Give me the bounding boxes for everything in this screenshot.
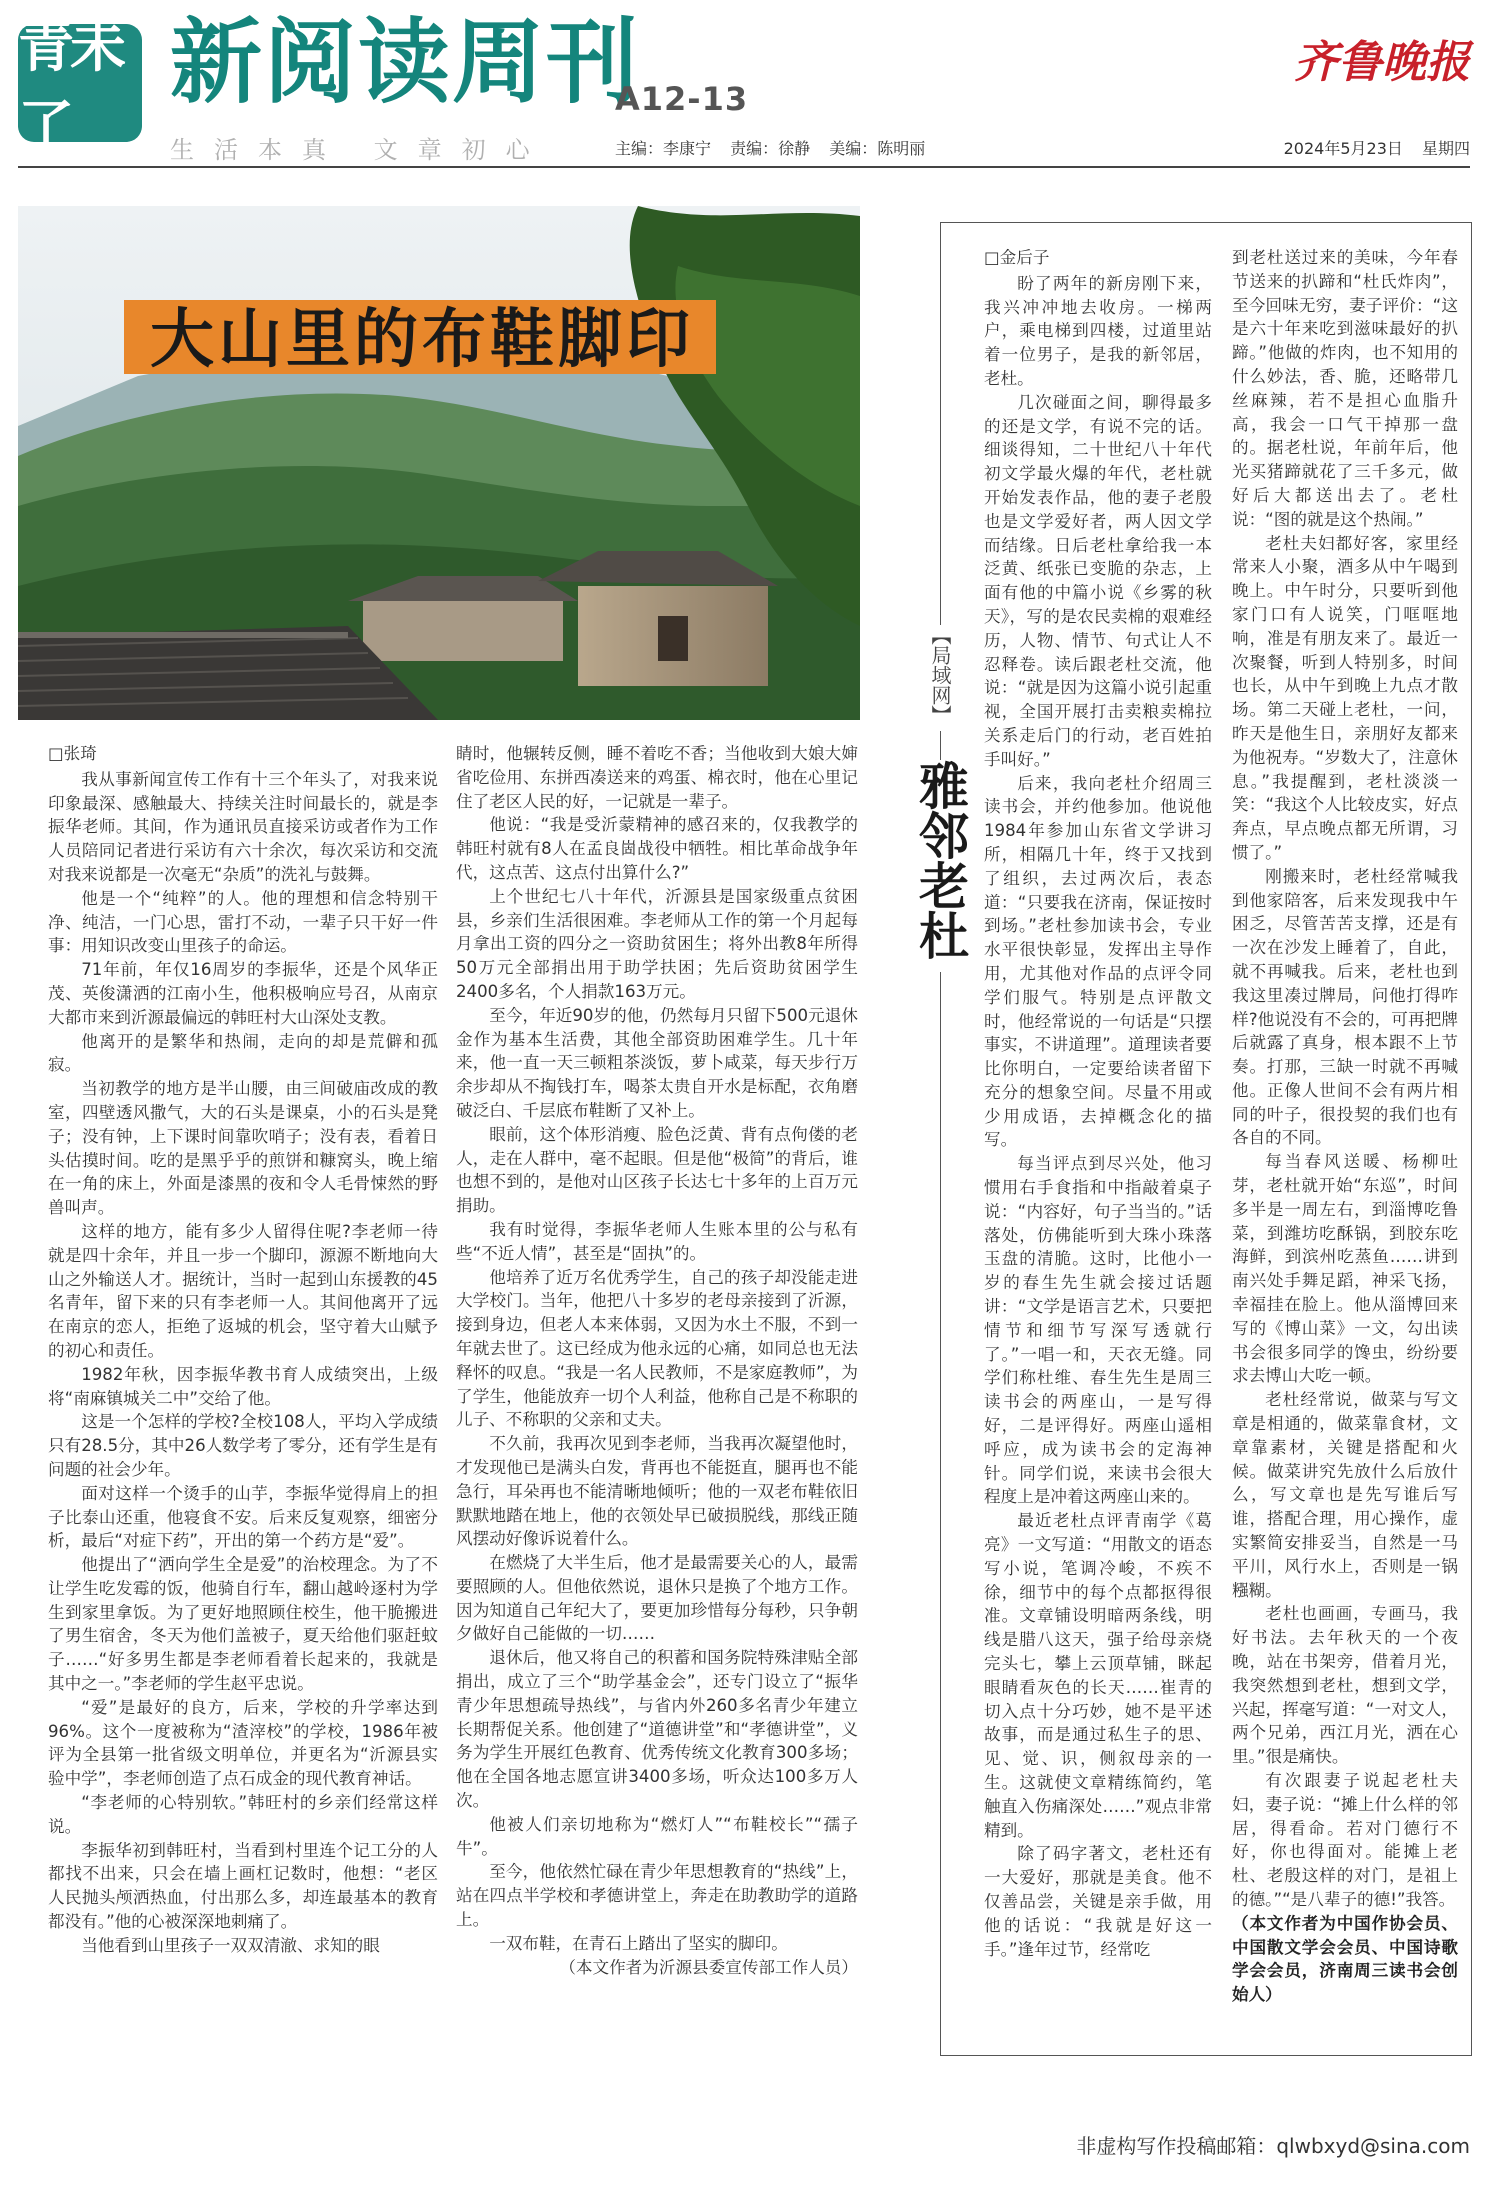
logo xyxy=(18,14,142,160)
logo-text: 青未了 xyxy=(18,14,122,160)
editor-credits xyxy=(615,136,939,159)
paragraph: 至今，他依然忙碌在青少年思想教育的“热线”上，站在四点半学校和孝德讲堂上，奔走在助教助学的道路上。 xyxy=(456,1862,858,1930)
article2-column-2 xyxy=(1232,246,1458,2007)
paragraph: “李老师的心特别软。”韩旺村的乡亲们经常这样说。 xyxy=(48,1793,438,1836)
paragraph: 睛时，他辗转反侧，睡不着吃不香；当他收到大娘大婶省吃俭用、东拼西凑送来的鸡蛋、棉衣时，他在心里记住了老区人民的好，一记就是一辈子。 xyxy=(456,744,858,811)
paragraph: 他被人们亲切地称为“燃灯人”“布鞋校长”“孺子牛”。 xyxy=(456,1814,858,1858)
date: 2024年5月23日 xyxy=(1283,139,1403,158)
paragraph: 刚搬来时，老杜经常喊我到他家陪客，后来发现我中午困乏，尽管苦苦支撑，还是有一次在沙发上睡着了，自此，就不再喊我。后来，老杜也到我这里凑过牌局，问他打得咋样?他说没有不会的，可再把牌后就露了真身，根本跟不上节奏。打那，三缺一时就不再喊他。正像人世间不会有两片相同的叶子，很投契的我们也有各自的不同。 xyxy=(1232,866,1458,1148)
column-tag-text: 【局域网】 xyxy=(928,625,952,725)
page-number: A12-13 xyxy=(615,80,749,118)
article2-author-note: （本文作者为中国作协会员、中国散文学会会员、中国诗歌学会会员，济南周三读书会创始人） xyxy=(1232,1913,1458,2005)
paragraph: 他说：“我是受沂蒙精神的感召来的，仅我教学的韩旺村就有8人在孟良崮战役中牺牲。相比革命战争年代，这点苦、这点付出算什么?” xyxy=(456,815,858,882)
paragraph: 1982年秋，因李振华教书育人成绩突出，上级将“南麻镇城关二中”交给了他。 xyxy=(48,1364,438,1408)
paragraph: 当初教学的地方是半山腰，由三间破庙改成的教室，四壁透风撒气，大的石头是课桌，小的石头是凳子；没有钟，上下课时间靠吹哨子；没有表，看着日头估摸时间。吃的是黑乎乎的煎饼和糠窝头，晚上缩在一角的床上，外面是漆黑的夜和令人毛骨悚然的野兽叫声。 xyxy=(48,1079,438,1218)
slogan: 生活本真 文章初心 xyxy=(170,136,550,164)
paragraph: 老杜经常说，做菜与写文章是相通的，做菜靠食材，文章靠素材，关键是搭配和火候。做菜讲究先放什么后放什么，写文章也是先写谁后写谁，搭配合理，用心操作，虚实繁简安排妥当，自然是一马平川，风行水上，否则是一锅糨糊。 xyxy=(1232,1390,1458,1600)
paragraph: 我从事新闻宣传工作有十三个年头了，对我来说印象最深、感触最大、持续关注时间最长的，就是李振华老师。其间，作为通讯员直接采访或者作为工作人员陪同记者进行采访有六十余次，每次采访和交流对我来说都是一次毫无“杂质”的洗礼与鼓舞。 xyxy=(48,769,438,884)
masthead-title: 新阅读周刊 xyxy=(170,8,641,116)
paragraph: 至今，年近90岁的他，仍然每月只留下500元退休金作为基本生活费，其他全部资助困难学生。几十年来，他一直一天三顿粗茶淡饭，萝卜咸菜，每天步行万余步却从不掏钱打车，喝茶太贵自开水是标配，衣角磨破泛白、千层底布鞋断了又补上。 xyxy=(456,1005,858,1120)
paragraph: 退休后，他又将自己的积蓄和国务院特殊津贴全部捐出，成立了三个“助学基金会”，还专门设立了“振华青少年思想疏导热线”，与省内外260多名青少年建立长期帮促关系。他创建了“道德讲堂”和“孝德讲堂”，义务为学生开展红色教育、优秀传统文化教育300多场；他在全国各地志愿宣讲3400多场，听众达100多万人次。 xyxy=(456,1648,858,1811)
duty-editor: 责编：徐静 xyxy=(730,139,811,158)
paragraph: 到老杜送过来的美味，今年春节送来的扒蹄和“杜氏炸肉”，至今回味无穷，妻子评价：“这是六十年来吃到滋味最好的扒蹄。”他做的炸肉，也不知用的什么妙法，香、脆，还略带几丝麻辣，若不是担心血脂升高，我会一口气干掉那一盘的。据老杜说，年前年后，他光买猪蹄就花了三千多元，做好后大都送出去了。老杜说：“图的就是这个热闹。” xyxy=(1232,248,1458,529)
paragraph: 盼了两年的新房刚下来，我兴冲冲地去收房。一梯两户，乘电梯到四楼，过道里站着一位男子，是我的新邻居，老杜。 xyxy=(984,273,1212,388)
submission-email: 非虚构写作投稿邮箱：qlwbxyd@sina.com xyxy=(1076,2134,1470,2158)
paragraph: 最近老杜点评青南学《葛亮》一文写道：“用散文的语态写小说，笔调冷峻，不疾不徐，细节中的每个点都抠得很准。文章铺设明暗两条线，明线是腊八这天，强子给母亲烧完头七，攀上云顶草铺，眯起眼睛看灰色的长天……崔青的切入点十分巧妙，她不是平述故事，而是通过私生子的思、见、觉、识，侧叙母亲的一生。这就使文章精练简约，笔触直入伤痛深处……”观点非常精到。 xyxy=(984,1511,1212,1840)
paragraph: 每当评点到尽兴处，他习惯用右手食指和中指敲着桌子说：“内容好，句子当当的。”话落处，仿佛能听到大珠小珠落玉盘的清脆。这时，比他小一岁的春生先生就会接过话题讲：“文学是语言艺术，只要把情节和细节写深写透就行了。”一唱一和，天衣无缝。同学们称杜维、春生先生是周三读书会的两座山，一是写得好，二是评得好。两座山遥相呼应，成为读书会的定海神针。同学们说，来读书会很大程度上是冲着这两座山来的。 xyxy=(984,1154,1212,1507)
column-tag xyxy=(920,625,960,731)
paragraph: 面对这样一个烫手的山芋，李振华觉得肩上的担子比泰山还重，他寝食不安。后来反复观察，细密分析，最后“对症下药”，开出的第一个药方是“爱”。 xyxy=(48,1483,438,1551)
paragraph: 他离开的是繁华和热闹，走向的却是荒僻和孤寂。 xyxy=(48,1031,438,1075)
article1-author: □张琦 xyxy=(48,744,97,763)
mountain-village-photo xyxy=(18,206,860,720)
paragraph: 几次碰面之间，聊得最多的还是文学，有说不完的话。细谈得知，二十世纪八十年代初文学最火爆的年代，老杜就开始发表作品，他的妻子老殷也是文学爱好者，两人因文学而结缘。日后老杜拿给我一本泛黄、纸张已变脆的杂志，上面有他的中篇小说《乡雾的秋天》，写的是农民卖棉的艰难经历，人物、情节、句式让人不忍释卷。读后跟老杜交流，他说：“就是因为这篇小说引起重视，全国开展打击卖粮卖棉拉关系走后门的行动，老百姓拍手叫好。” xyxy=(984,392,1212,769)
paragraph: 我有时觉得，李振华老师人生账本里的公与私有些“不近人情”，甚至是“固执”的。 xyxy=(456,1219,858,1263)
newspaper-brand: 齐鲁晚报 xyxy=(1294,37,1470,88)
paragraph: 眼前，这个体形消瘦、脸色泛黄、背有点佝偻的老人，走在人群中，毫不起眼。但是他“极简”的背后，谁也想不到的，是他对山区孩子长达七十多年的上百万元捐助。 xyxy=(456,1124,858,1216)
paragraph: 除了码字著文，老杜还有一大爱好，那就是美食。他不仅善品尝，关键是亲手做，用他的话说：“我就是好这一手。”逢年过节，经常吃 xyxy=(984,1844,1212,1959)
paragraph: 老杜也画画，专画马，我好书法。去年秋天的一个夜晚，站在书架旁，借着月光，我突然想到老杜，想到文学，兴起，挥毫写道：“一对文人，两个兄弟，西江月光，洒在心里。”很是痛快。 xyxy=(1232,1604,1458,1767)
paragraph: 有次跟妻子说起老杜夫妇，妻子说：“摊上什么样的邻居，得看命。若对门德行不好，你也得面对。能摊上老杜、老殷这样的对门，是祖上的德。”“是八辈子的德!”我答。 xyxy=(1232,1771,1458,1909)
issue-date xyxy=(1270,136,1470,159)
paragraph: 每当春风送暖、杨柳吐芽，老杜就开始“东巡”，时间多半是一周左右，到淄博吃鲁菜，到潍坊吃酥锅，到胶东吃海鲜，到滨州吃蒸鱼……讲到南兴处手舞足蹈，神采飞扬，幸福挂在脸上。他从淄博回来写的《博山菜》一文，勾出读书会很多同学的馋虫，纷纷要求去博山大吃一顿。 xyxy=(1232,1152,1458,1386)
paragraph: 他是一个“纯粹”的人。他的理想和信念特别干净、纯洁，一门心思，雷打不动，一辈子只干好一件事：用知识改变山里孩子的命运。 xyxy=(48,888,438,956)
paragraph: 后来，我向老杜介绍周三读书会，并约他参加。他说他1984年参加山东省文学讲习所，相隔几十年，终于又找到了组织，去过两次后，表态道：“只要我在济南，保证按时到场。”老杜参加读书会，专业水平很快彰显，发挥出主导作用，尤其他对作品的点评令同学们服气。特别是点评散文时，他经常说的一句话是“只摆事实，不讲道理”。道理读者要比你明白，一定要给读者留下充分的想象空间。尽量不用或少用成语，去掉概念化的描写。 xyxy=(984,773,1212,1150)
art-editor: 美编：陈明丽 xyxy=(829,139,926,158)
paragraph: “爱”是最好的良方，后来，学校的升学率达到96%。这个一度被称为“渣滓校”的学校，1986年被评为全县第一批省级文明单位，并更名为“沂源县实验中学”，李老师创造了点石成金的现代教育神话。 xyxy=(48,1697,438,1789)
paragraph: 这是一个怎样的学校?全校108人，平均入学成绩只有28.5分，其中26人数学考了零分，还有学生是有问题的社会少年。 xyxy=(48,1412,438,1479)
paragraph: 上个世纪七八十年代，沂源县是国家级重点贫困县，乡亲们生活很困难。李老师从工作的第一个月起每月拿出工资的四分之一资助贫困生；将外出教8年所得50万元全部捐出用于助学扶困；先后资助贫困学生2400多名，个人捐款163万元。 xyxy=(456,886,858,1001)
article-headline: 大山里的布鞋脚印 xyxy=(150,302,694,377)
paragraph: 71年前，年仅16周岁的李振华，还是个风华正茂、英俊潇洒的江南小生，他积极响应号召，从南京大都市来到沂源最偏远的韩旺村大山深处支教。 xyxy=(48,960,438,1027)
article2-column-1 xyxy=(984,246,1212,1961)
article1-author-note: （本文作者为沂源县委宣传部工作人员） xyxy=(559,1957,858,1977)
paragraph: 当他看到山里孩子一双双清澈、求知的眼 xyxy=(81,1935,380,1955)
paragraph: 不久前，我再次见到李老师，当我再次凝望他时，才发现他已是满头白发，背再也不能挺直，腿再也不能急行，耳朵再也不能清晰地倾听；他的一双老布鞋依旧默默地踏在地上，他的衣领处早已破损脱线，那线正随风摆动好像诉说着什么。 xyxy=(456,1434,858,1549)
paragraph: 李振华初到韩旺村，当看到村里连个记工分的人都找不出来，只会在墙上画杠记数时，他想：“老区人民抛头颅洒热血，付出那么多，却连最基本的教育都没有。”他的心被深深地刺痛了。 xyxy=(48,1840,438,1932)
weekday: 星期四 xyxy=(1421,139,1470,158)
article2-title-text: 雅邻老杜 xyxy=(911,760,970,960)
paragraph: 在燃烧了大半生后，他才是最需要关心的人，最需要照顾的人。但他依然说，退休只是换了个地方工作。因为知道自己年纪大了，要更加珍惜每分每秒，只争朝夕做好自己能做的一切…… xyxy=(456,1553,858,1644)
article1-column-1 xyxy=(48,742,438,1958)
paragraph: 一双布鞋，在青石上踏出了坚实的脚印。 xyxy=(489,1933,788,1953)
paragraph: 老杜夫妇都好客，家里经常来人小聚，酒多从中午喝到晚上。中午时分，只要听到他家门口有人说笑，门哐哐地响，准是有朋友来了。最近一次聚餐，听到人特别多，时间也长，从中午到晚上九点才散场。第二天碰上老杜，一问，昨天是他生日，亲朋好友都来为他祝寿。“岁数大了，注意休息。”我提醒到，老杜淡淡一笑：“我这个人比较皮实，好点奔点，早点晚点都无所谓，习惯了。” xyxy=(1232,533,1458,862)
article2-author: □金后子 xyxy=(984,248,1050,267)
paragraph: 他提出了“洒向学生全是爱”的治校理念。为了不让学生吃发霉的饭，他骑自行车，翻山越岭逐村为学生到家里拿饭。为了更好地照顾住校生，他干脆搬进了男生宿舍，冬天为他们盖被子，夏天给他们驱赶蚊子……“好多男生都是李老师看着长起来的，我就是其中之一。”李老师的学生赵平忠说。 xyxy=(48,1555,438,1694)
paragraph: 这样的地方，能有多少人留得住呢?李老师一待就是四十余年，并且一步一个脚印，源源不断地向大山之外输送人才。据统计，当时一起到山东援教的45名青年，留下来的只有李老师一人。其间他离开了远在南京的恋人，拒绝了返城的机会，坚守着大山赋予的初心和责任。 xyxy=(48,1221,438,1360)
paragraph: 他培养了近万名优秀学生，自己的孩子却没能走进大学校门。当年，他把八十多岁的老母亲接到了沂源，接到身边，但老人本来体弱，又因为水土不服，不到一年就去世了。这已经成为他永远的心痛，如同总也无法释怀的叹息。“我是一名人民教师，不是家庭教师”，为了学生，他能放弃一切个人利益，他称自己是不称职的儿子、不称职的父亲和丈夫。 xyxy=(456,1267,858,1430)
chief-editor: 主编：李康宁 xyxy=(615,139,712,158)
header-divider xyxy=(18,166,1470,168)
article1-column-2 xyxy=(456,742,858,1979)
article2-title xyxy=(905,760,975,972)
